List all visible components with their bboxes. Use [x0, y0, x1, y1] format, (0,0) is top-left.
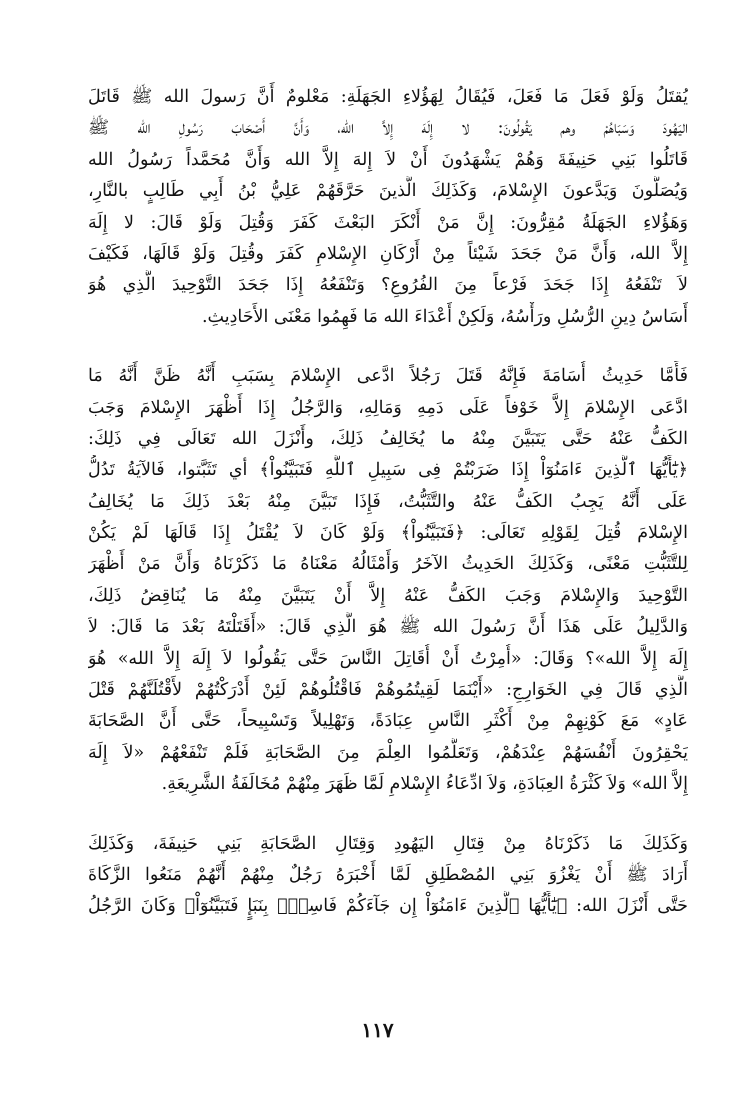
page-body: [88, 82, 688, 923]
text-line: أَرَادَ ﷺ أَنْ يَغْزُوَ بَنِي المُصْطَلِقِ لَمَّا أَخْبَرَهُ رَجُلٌ مِنْهُمْ أَنَّهُمْ مَنَعُوا الزَّكَاةَ: [88, 864, 688, 885]
text-line: لِلتَّثَبُّتِ مَعْنًى، وَكَذَلِكَ الحَدِيثُ الآخَرُ وَأَمْثَالُهُ مَعْنَاهُ مَا ذَكَرْنَاهُ وَأَنَّ مَنْ أَظْهَرَ: [88, 554, 688, 575]
text-line: فَأَمَّا حَدِيثُ أُسَامَةَ فَإِنَّهُ قَتَلَ رَجُلاً ادَّعى الإِسْلامَ بِسَبَبِ أَنَّهُ ظَنَّ أَنَّهُ مَا: [88, 366, 688, 387]
page-number: ١١٧: [361, 1018, 394, 1042]
text-line: عَلَى أَنَّهُ يَجِبُ الكَفُّ عَنْهُ والتَّثَبُّتُ، فَإِذَا تَبَيَّنَ مِنْهُ بَعْدَ ذَلِكَ مَا يُخَالِفُ: [88, 491, 688, 512]
text-line: الكَفُّ عَنْهُ حَتَّى يَتَبَيَّنَ مِنْهُ ما يُخَالِفُ ذَلِكَ، وأَنْزَلَ الله تَعَالَى فِي ذَلِكَ:: [88, 428, 688, 449]
paragraph-2: [88, 361, 688, 800]
text-line: وَالدَّلِيلُ عَلَى هَذَا أَنَّ رَسُولَ الله ﷺ هُوَ الَّذِي قَالَ: «أَقَتَلْتَهُ بَعْدَ مَا قَالَ: لاَ: [88, 617, 688, 638]
text-line: أَسَاسُ دِينِ الرُّسُلِ ورَأْسُهُ، وَلَكِنْ أَعْدَاءَ الله مَا فَهِمُوا مَعْنَى الأَحَادِيثِ.: [201, 306, 688, 327]
text-line: وَهَؤُلاءِ الجَهَلَةُ مُقِرُّونَ: إِنَّ مَنْ أَنْكَرَ البَعْثَ كَفَرَ وَقُتِلَ وَلَوْ قَالَ: لا إِلَهَ: [88, 212, 688, 233]
text-line: إِلاَّ الله» وَلاَ كَثْرَةُ العِبَادَةِ، وَلاَ ادِّعَاءُ الإِسْلامِ لَمَّا ظَهَرَ مِنْهُمْ مُخَالَفَةُ الشَّرِيعَةِ.: [161, 774, 688, 795]
text-line: اليَهُودَ وَسَبَاهُمْ وهم يَقُولُونَ: لا إِلَهَ إِلاَّ الله، وَأَنَّ أَصْحَابَ رَسُولِ الله ﷺ: [88, 118, 688, 139]
text-line: يَحْقِرُونَ أَنْفُسَهُمْ عِنْدَهُمْ، وَتَعَلَّمُوا العِلْمَ مِنَ الصَّحَابَةِ فَلَمْ تَنْفَعْهُمْ «لاَ إِلَهَ: [88, 742, 688, 763]
text-line: حَتَّى أَنْزَلَ الله: ﴿يَٰٓأَيُّهَا ٱلَّذِينَ ءَامَنُوٓاْ إِن جَآءَكُمْ فَاسِقٌۢ بِنَبَإٍ فَتَبَيَّنُوٓاْ﴾ وَكَانَ الرَّجُلُ: [88, 896, 688, 917]
text-line: الَّذِي قَالَ فِي الخَوَارِجِ: «أَيْنَمَا لَقِيتُمُوهُمْ فَاقْتُلُوهُمْ لَئِنْ أَدْرَكْتُهُمْ لأَقْتُلَنَّهُمْ قَتْلَ: [88, 680, 688, 701]
text-line: إِلَهَ إِلاَّ الله»؟ وَقَالَ: «أُمِرْتُ أَنْ أُقَاتِلَ النَّاسَ حَتَّى يَقُولُوا لاَ إِلَهَ إِلاَّ الله» هُوَ: [88, 648, 688, 669]
text-line: وَكَذَلِكَ مَا ذَكَرْنَاهُ مِنْ قِتَالِ اليَهُودِ وَقِتَالِ الصَّحَابَةِ بَنِي حَنِيفَةَ، وَكَذَلِكَ: [88, 833, 688, 854]
text-line: لاَ تَنْفَعُهُ إِذَا جَحَدَ فَرْعاً مِنَ الفُرُوعِ؟ وَتَنْفَعُهُ إِذَا جَحَدَ التَّوْحِيدَ الَّذِي هُوَ: [88, 275, 688, 296]
text-line: الإِسْلامَ قُتِلَ لِقَوْلِهِ تَعَالَى: ﴿فَتَبَيَّنُواْ﴾ وَلَوْ كَانَ لاَ يُقْتَلُ إِذَا قَالَهَا لَمْ يَكُنْ: [88, 523, 688, 544]
text-line: ادَّعَى الإِسْلامَ إِلاَّ خَوْفاً عَلَى دَمِهِ وَمَالِهِ، وَالرَّجُلُ إِذَا أَظْهَرَ الإِسْلامَ وَجَبَ: [88, 397, 688, 418]
text-line: يُقتَلُ وَلَوْ فَعَلَ مَا فَعَلَ، فَيُقَالُ لِهَؤُلاءِ الجَهَلَةِ: مَعْلومٌ أَنَّ رَسولَ الله ﷺ قَاتَلَ: [88, 87, 688, 107]
text-line: وَيُصَلُّونَ وَيَدَّعونَ الإِسْلامَ، وَكَذَلِكَ الَّذينَ حَرَّقَهُمْ عَلِيُّ بْنُ أَبِي طَالِبٍ بالنَّارِ،: [88, 181, 688, 202]
paragraph-3: [88, 829, 688, 923]
text-line: قَاتَلُوا بَنِي حَنِيفَةَ وَهُمْ يَشْهَدُونَ أَنْ لاَ إِلهَ إِلاَّ الله وَأَنَّ مُحَمَّداً رَسُولُ الله: [88, 149, 688, 170]
text-line: عَادٍ» مَعَ كَوْنِهِمْ مِنْ أَكْثَرِ النَّاسِ عِبَادَةً، وَتَهْلِيلاً وَتَسْبِيحاً، حَتَّى أَنَّ الصَّحَابَةَ: [88, 711, 688, 732]
text-line: إِلاَّ الله، وَأَنَّ مَنْ جَحَدَ شَيْئاً مِنْ أَرْكَانِ الإِسْلامِ كَفَرَ وقُتِلَ وَلَوْ قَالَهَا، فَكَيْفَ: [88, 243, 688, 264]
text-line: التَّوْحِيدَ وَالإِسْلامَ وَجَبَ الكَفُّ عَنْهُ إِلاَّ أَنْ يَتَبَيَّنَ مِنْهُ مَا يُنَاقِضُ ذَلِكَ،: [88, 585, 688, 606]
text-line: ﴿يَٰٓأَيُّهَا ٱلَّذِينَ ءَامَنُوٓاْ إِذَا ضَرَبْتُمْ فِى سَبِيلِ ٱللَّهِ فَتَبَيَّنُواْ﴾ أي تَثَبَّتوا، فَالآيَةُ تَدُلُّ: [88, 460, 688, 481]
paragraph-1: [88, 82, 688, 333]
